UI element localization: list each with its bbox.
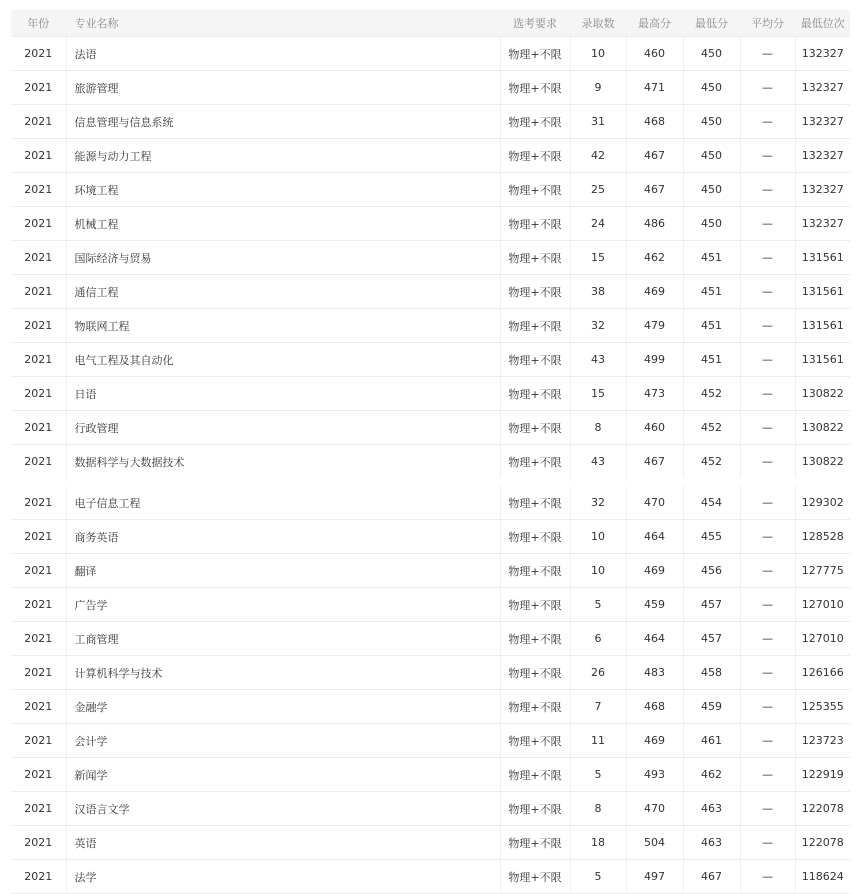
cell-max-score: 469	[626, 554, 683, 588]
cell-max-score: 460	[626, 37, 683, 71]
cell-avg-score: —	[740, 37, 795, 71]
cell-min-score: 461	[683, 724, 740, 758]
cell-year: 2021	[11, 207, 66, 241]
cell-min-rank: 127775	[795, 554, 850, 588]
cell-min-rank: 128528	[795, 520, 850, 554]
cell-year: 2021	[11, 826, 66, 860]
cell-min-rank: 122078	[795, 826, 850, 860]
table-row	[11, 724, 850, 758]
cell-admitted-count: 43	[570, 445, 626, 483]
table-row	[11, 482, 850, 520]
cell-requirement: 物理+不限	[500, 105, 570, 139]
table-row	[11, 826, 850, 860]
cell-max-score: 493	[626, 758, 683, 792]
cell-min-rank: 132327	[795, 139, 850, 173]
cell-min-score: 450	[683, 207, 740, 241]
cell-year: 2021	[11, 275, 66, 309]
cell-avg-score: —	[740, 411, 795, 445]
cell-max-score: 464	[626, 520, 683, 554]
cell-min-score: 451	[683, 343, 740, 377]
cell-avg-score: —	[740, 139, 795, 173]
cell-requirement: 物理+不限	[500, 792, 570, 826]
cell-major: 机械工程	[66, 207, 500, 241]
table-row	[11, 105, 850, 139]
cell-max-score: 486	[626, 207, 683, 241]
header-avg-score: 平均分	[740, 10, 795, 37]
cell-requirement: 物理+不限	[500, 758, 570, 792]
cell-year: 2021	[11, 724, 66, 758]
cell-max-score: 469	[626, 724, 683, 758]
cell-requirement: 物理+不限	[500, 588, 570, 622]
cell-major: 翻译	[66, 554, 500, 588]
cell-min-rank: 131561	[795, 241, 850, 275]
cell-year: 2021	[11, 482, 66, 520]
header-min-rank: 最低位次	[795, 10, 850, 37]
cell-requirement: 物理+不限	[500, 860, 570, 894]
cell-max-score: 467	[626, 139, 683, 173]
cell-year: 2021	[11, 758, 66, 792]
table-row	[11, 860, 850, 894]
cell-min-rank: 127010	[795, 588, 850, 622]
cell-min-score: 450	[683, 173, 740, 207]
cell-major: 商务英语	[66, 520, 500, 554]
cell-min-score: 450	[683, 37, 740, 71]
cell-major: 日语	[66, 377, 500, 411]
cell-major: 汉语言文学	[66, 792, 500, 826]
cell-admitted-count: 18	[570, 826, 626, 860]
cell-avg-score: —	[740, 241, 795, 275]
cell-min-score: 459	[683, 690, 740, 724]
cell-min-rank: 129302	[795, 482, 850, 520]
cell-avg-score: —	[740, 588, 795, 622]
cell-max-score: 471	[626, 71, 683, 105]
cell-year: 2021	[11, 690, 66, 724]
cell-admitted-count: 43	[570, 343, 626, 377]
cell-avg-score: —	[740, 826, 795, 860]
cell-requirement: 物理+不限	[500, 482, 570, 520]
cell-min-rank: 131561	[795, 275, 850, 309]
cell-max-score: 470	[626, 792, 683, 826]
cell-major: 物联网工程	[66, 309, 500, 343]
header-major: 专业名称	[66, 10, 500, 37]
cell-major: 电子信息工程	[66, 482, 500, 520]
cell-admitted-count: 5	[570, 758, 626, 792]
table-header-row	[11, 10, 850, 37]
cell-admitted-count: 32	[570, 309, 626, 343]
cell-major: 金融学	[66, 690, 500, 724]
cell-min-score: 463	[683, 792, 740, 826]
cell-admitted-count: 38	[570, 275, 626, 309]
cell-min-rank: 132327	[795, 173, 850, 207]
header-max-score: 最高分	[626, 10, 683, 37]
cell-year: 2021	[11, 411, 66, 445]
cell-admitted-count: 15	[570, 241, 626, 275]
cell-year: 2021	[11, 588, 66, 622]
cell-avg-score: —	[740, 482, 795, 520]
cell-avg-score: —	[740, 622, 795, 656]
cell-avg-score: —	[740, 554, 795, 588]
admission-scores-table	[11, 10, 850, 894]
cell-admitted-count: 26	[570, 656, 626, 690]
cell-major: 通信工程	[66, 275, 500, 309]
cell-major: 广告学	[66, 588, 500, 622]
table-row	[11, 309, 850, 343]
cell-min-score: 452	[683, 377, 740, 411]
cell-requirement: 物理+不限	[500, 241, 570, 275]
cell-max-score: 483	[626, 656, 683, 690]
cell-avg-score: —	[740, 690, 795, 724]
cell-admitted-count: 32	[570, 482, 626, 520]
cell-avg-score: —	[740, 309, 795, 343]
cell-min-score: 456	[683, 554, 740, 588]
cell-major: 电气工程及其自动化	[66, 343, 500, 377]
table-row	[11, 690, 850, 724]
cell-min-rank: 131561	[795, 343, 850, 377]
cell-min-score: 450	[683, 139, 740, 173]
cell-requirement: 物理+不限	[500, 139, 570, 173]
cell-requirement: 物理+不限	[500, 690, 570, 724]
cell-min-rank: 127010	[795, 622, 850, 656]
cell-max-score: 499	[626, 343, 683, 377]
table-row	[11, 758, 850, 792]
cell-admitted-count: 31	[570, 105, 626, 139]
cell-min-score: 451	[683, 241, 740, 275]
cell-major: 工商管理	[66, 622, 500, 656]
cell-max-score: 462	[626, 241, 683, 275]
table-row	[11, 622, 850, 656]
cell-max-score: 497	[626, 860, 683, 894]
table-row	[11, 445, 850, 483]
cell-requirement: 物理+不限	[500, 656, 570, 690]
cell-min-rank: 123723	[795, 724, 850, 758]
cell-admitted-count: 6	[570, 622, 626, 656]
cell-requirement: 物理+不限	[500, 377, 570, 411]
cell-avg-score: —	[740, 520, 795, 554]
cell-min-rank: 132327	[795, 105, 850, 139]
table-row	[11, 343, 850, 377]
cell-avg-score: —	[740, 792, 795, 826]
cell-max-score: 467	[626, 445, 683, 483]
table-row	[11, 520, 850, 554]
cell-max-score: 504	[626, 826, 683, 860]
cell-max-score: 460	[626, 411, 683, 445]
cell-major: 数据科学与大数据技术	[66, 445, 500, 483]
cell-min-rank: 131561	[795, 309, 850, 343]
cell-major: 信息管理与信息系统	[66, 105, 500, 139]
cell-year: 2021	[11, 139, 66, 173]
cell-max-score: 464	[626, 622, 683, 656]
cell-year: 2021	[11, 520, 66, 554]
table-row	[11, 207, 850, 241]
cell-year: 2021	[11, 37, 66, 71]
cell-admitted-count: 10	[570, 554, 626, 588]
header-admitted-count: 录取数	[570, 10, 626, 37]
cell-year: 2021	[11, 241, 66, 275]
cell-year: 2021	[11, 554, 66, 588]
cell-max-score: 468	[626, 105, 683, 139]
cell-requirement: 物理+不限	[500, 520, 570, 554]
cell-avg-score: —	[740, 860, 795, 894]
cell-max-score: 459	[626, 588, 683, 622]
cell-admitted-count: 15	[570, 377, 626, 411]
cell-major: 法语	[66, 37, 500, 71]
cell-avg-score: —	[740, 207, 795, 241]
cell-avg-score: —	[740, 445, 795, 483]
cell-max-score: 467	[626, 173, 683, 207]
cell-admitted-count: 25	[570, 173, 626, 207]
table-row	[11, 37, 850, 71]
cell-min-score: 451	[683, 275, 740, 309]
header-requirement: 选考要求	[500, 10, 570, 37]
cell-major: 计算机科学与技术	[66, 656, 500, 690]
table-row	[11, 411, 850, 445]
cell-min-rank: 132327	[795, 207, 850, 241]
cell-requirement: 物理+不限	[500, 309, 570, 343]
cell-year: 2021	[11, 309, 66, 343]
cell-year: 2021	[11, 173, 66, 207]
cell-min-score: 467	[683, 860, 740, 894]
cell-admitted-count: 10	[570, 37, 626, 71]
cell-requirement: 物理+不限	[500, 173, 570, 207]
cell-requirement: 物理+不限	[500, 275, 570, 309]
cell-avg-score: —	[740, 724, 795, 758]
cell-min-rank: 125355	[795, 690, 850, 724]
cell-requirement: 物理+不限	[500, 343, 570, 377]
cell-avg-score: —	[740, 758, 795, 792]
table-row	[11, 71, 850, 105]
cell-major: 新闻学	[66, 758, 500, 792]
cell-min-score: 454	[683, 482, 740, 520]
cell-avg-score: —	[740, 105, 795, 139]
cell-avg-score: —	[740, 71, 795, 105]
cell-min-rank: 132327	[795, 37, 850, 71]
cell-major: 行政管理	[66, 411, 500, 445]
cell-requirement: 物理+不限	[500, 554, 570, 588]
cell-requirement: 物理+不限	[500, 445, 570, 483]
cell-major: 国际经济与贸易	[66, 241, 500, 275]
cell-avg-score: —	[740, 343, 795, 377]
cell-max-score: 470	[626, 482, 683, 520]
table-row	[11, 241, 850, 275]
cell-min-rank: 122919	[795, 758, 850, 792]
cell-year: 2021	[11, 622, 66, 656]
cell-year: 2021	[11, 377, 66, 411]
cell-major: 会计学	[66, 724, 500, 758]
cell-admitted-count: 5	[570, 588, 626, 622]
cell-min-score: 452	[683, 411, 740, 445]
cell-major: 英语	[66, 826, 500, 860]
cell-admitted-count: 5	[570, 860, 626, 894]
cell-year: 2021	[11, 71, 66, 105]
cell-min-rank: 130822	[795, 377, 850, 411]
cell-min-rank: 130822	[795, 411, 850, 445]
cell-min-score: 463	[683, 826, 740, 860]
table-row	[11, 554, 850, 588]
cell-admitted-count: 11	[570, 724, 626, 758]
cell-requirement: 物理+不限	[500, 411, 570, 445]
cell-requirement: 物理+不限	[500, 724, 570, 758]
cell-major: 能源与动力工程	[66, 139, 500, 173]
cell-avg-score: —	[740, 656, 795, 690]
cell-max-score: 469	[626, 275, 683, 309]
cell-year: 2021	[11, 792, 66, 826]
cell-min-rank: 132327	[795, 71, 850, 105]
cell-admitted-count: 8	[570, 411, 626, 445]
cell-admitted-count: 8	[570, 792, 626, 826]
cell-min-rank: 122078	[795, 792, 850, 826]
cell-avg-score: —	[740, 377, 795, 411]
table-row	[11, 377, 850, 411]
admission-scores-table-container	[11, 10, 850, 894]
cell-year: 2021	[11, 656, 66, 690]
cell-year: 2021	[11, 343, 66, 377]
cell-min-rank: 118624	[795, 860, 850, 894]
cell-max-score: 468	[626, 690, 683, 724]
table-row	[11, 656, 850, 690]
cell-avg-score: —	[740, 173, 795, 207]
cell-requirement: 物理+不限	[500, 71, 570, 105]
cell-min-rank: 126166	[795, 656, 850, 690]
cell-avg-score: —	[740, 275, 795, 309]
cell-major: 旅游管理	[66, 71, 500, 105]
table-row	[11, 275, 850, 309]
cell-min-score: 455	[683, 520, 740, 554]
cell-requirement: 物理+不限	[500, 207, 570, 241]
table-row	[11, 792, 850, 826]
cell-min-score: 450	[683, 105, 740, 139]
cell-admitted-count: 7	[570, 690, 626, 724]
cell-requirement: 物理+不限	[500, 826, 570, 860]
cell-min-score: 462	[683, 758, 740, 792]
table-row	[11, 173, 850, 207]
cell-year: 2021	[11, 445, 66, 483]
header-min-score: 最低分	[683, 10, 740, 37]
cell-admitted-count: 24	[570, 207, 626, 241]
cell-min-rank: 130822	[795, 445, 850, 483]
cell-min-score: 452	[683, 445, 740, 483]
cell-year: 2021	[11, 860, 66, 894]
cell-max-score: 479	[626, 309, 683, 343]
cell-admitted-count: 10	[570, 520, 626, 554]
table-row	[11, 588, 850, 622]
cell-admitted-count: 9	[570, 71, 626, 105]
table-body	[11, 37, 850, 894]
table-row	[11, 139, 850, 173]
header-year: 年份	[11, 10, 66, 37]
cell-requirement: 物理+不限	[500, 622, 570, 656]
cell-min-score: 451	[683, 309, 740, 343]
cell-major: 法学	[66, 860, 500, 894]
cell-min-score: 457	[683, 588, 740, 622]
cell-min-score: 450	[683, 71, 740, 105]
cell-requirement: 物理+不限	[500, 37, 570, 71]
cell-year: 2021	[11, 105, 66, 139]
cell-major: 环境工程	[66, 173, 500, 207]
cell-min-score: 458	[683, 656, 740, 690]
cell-max-score: 473	[626, 377, 683, 411]
cell-admitted-count: 42	[570, 139, 626, 173]
cell-min-score: 457	[683, 622, 740, 656]
